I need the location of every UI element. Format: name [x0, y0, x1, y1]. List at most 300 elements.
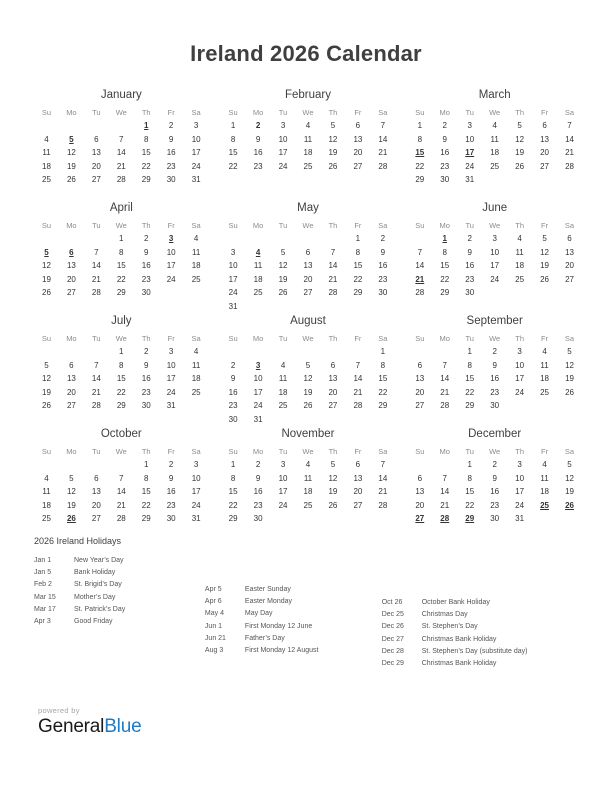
week-row [407, 345, 582, 359]
week-row [34, 259, 209, 273]
day-cell: 3 [280, 460, 286, 470]
week-row [221, 458, 396, 472]
month-block [221, 314, 396, 427]
day-cell-empty [370, 512, 395, 526]
day-cell: 31 [253, 414, 263, 424]
weekday-header: Tu [92, 221, 101, 230]
day-cell: 10 [166, 360, 176, 370]
day-cell: 1 [119, 347, 124, 357]
day-cell: 24 [515, 500, 525, 510]
week-row [407, 160, 582, 174]
day-cell: 25 [303, 161, 313, 171]
weekday-header: Mo [66, 221, 77, 230]
weekday-header: We [489, 221, 501, 230]
day-cell: 21 [378, 487, 388, 497]
day-cell: 21 [440, 500, 450, 510]
day-cell: 31 [191, 514, 201, 524]
brand-general: General [38, 716, 105, 737]
day-cell: 27 [540, 161, 550, 171]
day-cell: 18 [253, 274, 263, 284]
week-row [221, 187, 396, 201]
day-cell: 22 [141, 161, 151, 171]
day-cell: 9 [492, 473, 497, 483]
day-cell-holiday: 5 [44, 247, 49, 257]
day-cell: 6 [330, 360, 336, 370]
day-cell: 17 [515, 374, 525, 384]
weekday-header: Mo [439, 447, 450, 456]
day-cell-empty [246, 232, 271, 246]
day-cell-empty [84, 413, 109, 427]
holiday-name: Father’s Day [244, 634, 285, 642]
day-cell: 3 [517, 460, 522, 470]
day-cell: 8 [119, 247, 124, 257]
day-cell: 17 [515, 487, 525, 497]
weekday-header: Fr [167, 334, 175, 343]
day-cell-empty [432, 413, 457, 427]
day-cell: 23 [166, 500, 176, 510]
holiday-columns [34, 555, 588, 670]
day-cell: 12 [66, 487, 76, 497]
holiday-name: Bank Holiday [74, 569, 116, 577]
week-row [221, 372, 396, 386]
month-block [221, 427, 396, 540]
day-cell-holiday: 4 [255, 247, 261, 257]
week-row [221, 472, 396, 486]
day-cell-empty [507, 187, 532, 201]
day-cell: 17 [191, 487, 201, 497]
weekday-header-row [34, 219, 209, 232]
day-cell: 23 [141, 387, 151, 397]
week-row [407, 246, 582, 260]
week-row [34, 472, 209, 486]
weekday-header: Tu [465, 108, 474, 117]
day-cell: 13 [415, 487, 425, 497]
week-row [407, 512, 582, 526]
day-cell: 14 [328, 261, 338, 271]
day-cell: 17 [166, 374, 176, 384]
week-row [407, 273, 582, 287]
weekday-header: Th [515, 334, 524, 343]
day-cell: 20 [91, 161, 101, 171]
weekday-header-row [221, 219, 396, 232]
holiday-date: Mar 17 [34, 605, 56, 613]
weekday-header: Mo [252, 108, 264, 117]
day-cell: 4 [542, 347, 547, 357]
day-cell-empty [221, 232, 246, 246]
day-cell-empty [557, 173, 582, 187]
day-cell-empty [557, 187, 582, 201]
day-cell: 19 [66, 500, 76, 510]
day-cell: 25 [253, 288, 263, 298]
day-cell: 16 [253, 148, 263, 158]
day-cell: 26 [42, 288, 51, 298]
day-cell: 9 [230, 374, 236, 384]
day-cell-empty [345, 345, 370, 359]
weekday-header: Tu [278, 334, 288, 343]
day-cell: 28 [116, 514, 126, 524]
week-row [221, 273, 396, 287]
month-block [34, 427, 209, 540]
day-cell: 28 [415, 288, 425, 298]
day-cell: 13 [328, 374, 338, 384]
day-cell-holiday: 1 [143, 121, 149, 131]
weekday-header-row [34, 106, 209, 119]
day-cell-empty [34, 232, 59, 246]
holiday-date: Dec 27 [381, 635, 404, 643]
month-name: September [466, 315, 523, 327]
holiday-date: Apr 6 [204, 598, 222, 606]
day-cell: 9 [442, 134, 447, 144]
holiday-name: First Monday 12 June [244, 622, 313, 630]
month-table [34, 445, 209, 539]
day-cell: 16 [465, 261, 475, 271]
day-cell: 5 [330, 460, 336, 470]
day-cell: 21 [353, 387, 363, 397]
weekday-header: We [115, 108, 127, 117]
day-cell-empty [34, 300, 59, 314]
week-row [221, 173, 396, 187]
holiday-name: Mother’s Day [74, 593, 116, 601]
week-row [34, 372, 209, 386]
day-cell: 5 [305, 360, 311, 370]
holiday-name: St. Brigid’s Day [74, 581, 122, 589]
day-cell: 15 [141, 487, 151, 497]
day-cell: 26 [66, 175, 76, 185]
weekday-header: We [489, 108, 501, 117]
day-cell: 29 [415, 175, 425, 185]
holiday-date: May 4 [204, 610, 224, 618]
day-cell: 16 [166, 148, 176, 158]
holiday-date: Jun 21 [204, 634, 226, 642]
day-cell: 8 [380, 360, 386, 370]
day-cell-empty [296, 345, 321, 359]
day-cell-empty [507, 286, 532, 300]
day-cell: 2 [255, 460, 261, 470]
day-cell: 1 [143, 460, 149, 470]
weekday-header: Su [228, 108, 238, 117]
week-row [407, 472, 582, 486]
holiday-name: Christmas Day [421, 611, 468, 619]
day-cell: 19 [328, 148, 338, 158]
day-cell: 16 [490, 487, 500, 497]
month-name: July [111, 315, 132, 327]
day-cell: 3 [492, 234, 497, 244]
day-cell-empty [532, 300, 557, 314]
day-cell: 19 [42, 387, 51, 397]
day-cell-empty [432, 187, 457, 201]
day-cell: 20 [565, 261, 574, 271]
day-cell: 10 [515, 473, 525, 483]
day-cell-empty [557, 512, 582, 526]
week-row [221, 413, 396, 427]
day-cell: 1 [417, 121, 423, 131]
weekday-header-row [34, 332, 209, 345]
day-cell: 3 [193, 121, 199, 131]
week-row [407, 499, 582, 513]
day-cell: 20 [415, 387, 425, 397]
day-cell: 5 [567, 347, 572, 357]
week-row [221, 146, 396, 160]
month-name: December [468, 428, 522, 440]
day-cell: 13 [91, 487, 101, 497]
holiday-list-item [34, 567, 205, 579]
day-cell: 4 [542, 460, 547, 470]
day-cell: 23 [440, 161, 450, 171]
day-cell: 7 [442, 360, 447, 370]
day-cell: 11 [303, 473, 313, 483]
day-cell: 7 [119, 134, 124, 144]
day-cell: 3 [517, 347, 522, 357]
day-cell: 26 [328, 161, 338, 171]
week-row [407, 187, 582, 201]
day-cell-empty [482, 187, 507, 201]
day-cell: 23 [465, 274, 475, 284]
day-cell-empty [59, 458, 84, 472]
day-cell: 10 [228, 261, 238, 271]
weekday-header: Su [415, 108, 425, 117]
week-row [34, 187, 209, 201]
weekday-header: We [489, 334, 501, 343]
day-cell: 9 [143, 247, 149, 257]
day-cell: 6 [355, 460, 361, 470]
month-block [407, 427, 582, 540]
day-cell: 8 [143, 134, 149, 144]
day-cell-empty [557, 399, 582, 413]
day-cell: 2 [492, 347, 497, 357]
day-cell: 26 [42, 401, 51, 411]
month-block [34, 201, 209, 314]
day-cell: 27 [415, 401, 425, 411]
holiday-name: St. Stephen’s Day (substitute day) [421, 647, 528, 655]
day-cell: 12 [42, 261, 51, 271]
day-cell: 27 [66, 401, 76, 411]
holiday-list-item [382, 646, 588, 658]
weekday-header: Su [41, 108, 52, 117]
day-cell: 15 [116, 374, 126, 384]
day-cell: 13 [353, 473, 363, 483]
month-table [407, 219, 582, 313]
day-cell-empty [184, 300, 209, 314]
holiday-name: Christmas Bank Holiday [421, 659, 497, 667]
day-cell: 21 [116, 500, 126, 510]
month-table [407, 106, 582, 200]
weekday-header-row [407, 445, 582, 458]
day-cell: 1 [230, 460, 236, 470]
day-cell: 22 [353, 274, 363, 284]
day-cell: 15 [228, 148, 238, 158]
week-row [407, 133, 582, 147]
day-cell: 16 [166, 487, 176, 497]
day-cell-empty [532, 399, 557, 413]
day-cell: 12 [303, 374, 313, 384]
footer-logo [38, 706, 141, 738]
weekday-header: Fr [541, 221, 549, 230]
day-cell: 13 [415, 374, 425, 384]
holiday-date: Apr 3 [34, 617, 51, 625]
day-cell: 28 [328, 288, 338, 298]
day-cell: 9 [143, 360, 149, 370]
day-cell: 12 [540, 247, 550, 257]
day-cell: 25 [490, 161, 500, 171]
week-row [221, 232, 396, 246]
day-cell: 30 [465, 288, 475, 298]
day-cell: 6 [567, 234, 572, 244]
day-cell: 14 [378, 473, 388, 483]
day-cell: 7 [330, 247, 336, 257]
day-cell: 25 [303, 500, 313, 510]
day-cell: 13 [91, 148, 101, 158]
weekday-header: Mo [439, 221, 450, 230]
day-cell: 28 [378, 161, 388, 171]
day-cell-empty [109, 458, 134, 472]
holiday-list-item [382, 658, 588, 670]
day-cell: 11 [490, 134, 499, 144]
day-cell: 29 [141, 175, 151, 185]
holiday-list-item [382, 634, 588, 646]
month-table [221, 332, 396, 426]
day-cell: 31 [166, 401, 176, 411]
day-cell: 1 [355, 234, 361, 244]
day-cell-empty [221, 187, 246, 201]
day-cell-empty [345, 413, 370, 427]
day-cell: 8 [467, 360, 472, 370]
week-row [34, 512, 209, 526]
weekday-header-row [221, 106, 396, 119]
month-table [407, 445, 582, 539]
day-cell: 25 [191, 387, 201, 397]
day-cell: 5 [517, 121, 522, 131]
month-name: May [297, 202, 319, 214]
day-cell: 7 [355, 360, 361, 370]
day-cell: 20 [66, 387, 76, 397]
day-cell-empty [532, 413, 557, 427]
day-cell: 15 [465, 487, 475, 497]
day-cell: 18 [540, 374, 550, 384]
weekday-header: We [302, 108, 314, 117]
day-cell-empty [345, 187, 370, 201]
day-cell-empty [370, 187, 395, 201]
week-row [34, 160, 209, 174]
day-cell-holiday: 26 [66, 514, 76, 524]
day-cell: 31 [191, 175, 201, 185]
day-cell: 24 [191, 161, 201, 171]
day-cell: 20 [540, 148, 550, 158]
holiday-name: Good Friday [74, 617, 113, 625]
week-row [407, 286, 582, 300]
day-cell: 30 [166, 514, 176, 524]
month-table [221, 106, 396, 200]
day-cell: 14 [440, 374, 450, 384]
day-cell-empty [84, 119, 109, 133]
day-cell: 16 [141, 261, 151, 271]
day-cell: 30 [141, 288, 151, 298]
day-cell-empty [407, 413, 432, 427]
day-cell: 25 [191, 274, 201, 284]
weekday-header: Tu [465, 221, 474, 230]
day-cell-empty [296, 512, 321, 526]
day-cell: 4 [492, 121, 497, 131]
week-row [34, 458, 209, 472]
day-cell: 9 [467, 247, 472, 257]
day-cell-empty [134, 413, 159, 427]
day-cell-empty [557, 286, 582, 300]
day-cell: 10 [166, 247, 176, 257]
day-cell-empty [457, 413, 482, 427]
day-cell: 15 [116, 261, 126, 271]
day-cell: 13 [303, 261, 313, 271]
day-cell: 29 [465, 401, 475, 411]
day-cell-empty [532, 173, 557, 187]
day-cell: 21 [116, 161, 126, 171]
holidays-section-title: 2026 Ireland Holidays [34, 536, 122, 546]
day-cell-empty [432, 345, 457, 359]
day-cell: 29 [116, 288, 126, 298]
day-cell: 12 [42, 374, 51, 384]
day-cell: 8 [230, 134, 236, 144]
holiday-date: Dec 26 [381, 623, 404, 631]
weekday-header: Fr [167, 108, 175, 117]
day-cell: 1 [230, 121, 236, 131]
day-cell: 19 [565, 487, 574, 497]
weekday-header: Sa [564, 334, 575, 343]
day-cell: 25 [42, 175, 51, 185]
day-cell-empty [184, 187, 209, 201]
day-cell: 21 [328, 274, 338, 284]
day-cell: 2 [467, 234, 472, 244]
day-cell: 11 [515, 247, 524, 257]
day-cell: 25 [42, 514, 51, 524]
month-block [407, 88, 582, 201]
day-cell-empty [482, 173, 507, 187]
day-cell: 23 [228, 401, 238, 411]
day-cell: 15 [228, 487, 238, 497]
day-cell-empty [59, 345, 84, 359]
day-cell-empty [432, 458, 457, 472]
day-cell: 31 [515, 514, 525, 524]
day-cell: 18 [191, 261, 201, 271]
day-cell: 17 [253, 387, 263, 397]
weekday-header: Su [41, 334, 52, 343]
weekday-header: Th [515, 221, 524, 230]
week-row [34, 386, 209, 400]
day-cell: 30 [141, 401, 151, 411]
day-cell: 14 [415, 261, 425, 271]
day-cell: 2 [380, 234, 386, 244]
day-cell-empty [370, 300, 395, 314]
day-cell: 13 [66, 374, 76, 384]
week-row [221, 259, 396, 273]
day-cell-empty [109, 187, 134, 201]
day-cell: 27 [91, 175, 101, 185]
day-cell: 28 [91, 288, 101, 298]
weekday-header: Su [415, 447, 425, 456]
weekday-header-row [407, 332, 582, 345]
day-cell-empty [246, 187, 271, 201]
day-cell-empty [184, 413, 209, 427]
weekday-header: We [489, 447, 501, 456]
day-cell: 11 [278, 374, 288, 384]
day-cell-empty [482, 286, 507, 300]
day-cell: 18 [515, 261, 525, 271]
day-cell: 16 [440, 148, 450, 158]
day-cell: 22 [440, 274, 450, 284]
weekday-header: Su [415, 334, 425, 343]
day-cell: 7 [380, 121, 386, 131]
holiday-name: St. Stephen’s Day [421, 623, 478, 631]
day-cell-empty [345, 512, 370, 526]
day-cell: 24 [515, 387, 525, 397]
day-cell: 22 [415, 161, 425, 171]
